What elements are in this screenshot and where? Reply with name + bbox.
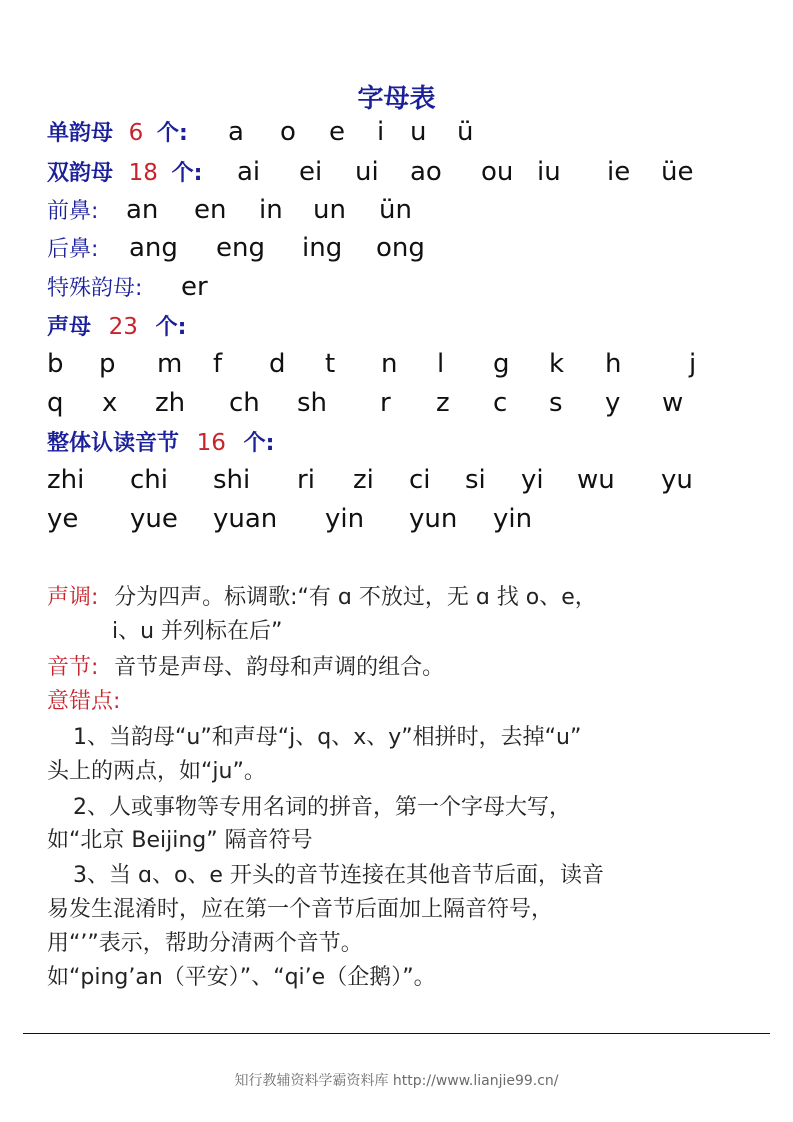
- initial-item: b: [47, 349, 64, 379]
- whole-syllables-heading: [47, 424, 274, 460]
- initials-heading: [47, 308, 186, 344]
- special-final-label: 特殊韵母:: [47, 276, 143, 301]
- syllable-item: yu: [661, 465, 693, 495]
- single-finals-count: 6: [128, 120, 144, 146]
- initial-item: s: [549, 388, 563, 418]
- compound-finals-unit: 个:: [171, 161, 203, 186]
- nasal-item: ang: [129, 233, 178, 263]
- mistake-3-line-1: [73, 856, 604, 892]
- front-nasal-row: [47, 192, 412, 228]
- final-item: o: [280, 117, 296, 147]
- syllable-text: 音节是声母、韵母和声调的组合。: [114, 655, 445, 680]
- syllable-item: yi: [521, 465, 544, 495]
- final-item: ou: [481, 157, 514, 187]
- initial-item: l: [437, 349, 445, 379]
- nasal-item: ün: [379, 195, 412, 225]
- initial-item: y: [605, 388, 621, 418]
- syllable-item: chi: [130, 465, 168, 495]
- initial-item: t: [325, 349, 336, 379]
- initial-item: d: [269, 349, 286, 379]
- syllable-item: ri: [297, 465, 315, 495]
- page-title: 字母表: [357, 84, 436, 114]
- final-item: e: [329, 117, 345, 147]
- syllable-item: yue: [130, 504, 178, 534]
- final-item: ao: [410, 157, 442, 187]
- tones-label: 声调:: [47, 585, 99, 610]
- front-nasal-label: 前鼻:: [47, 199, 99, 224]
- final-item: ie: [607, 157, 631, 187]
- syllable-item: shi: [213, 465, 251, 495]
- compound-finals-row: [47, 154, 694, 190]
- mistake-2-text-cont: 如“北京 Beijing” 隔音符号: [47, 828, 313, 853]
- mistake-1-line-2: [47, 752, 266, 788]
- single-finals-row: [47, 114, 474, 150]
- syllable-item: wu: [577, 465, 615, 495]
- initial-item: p: [99, 349, 116, 379]
- initial-item: w: [662, 388, 684, 418]
- initial-item: ch: [229, 388, 260, 418]
- final-item: ü: [457, 117, 474, 147]
- compound-finals-label: 双韵母: [47, 161, 114, 186]
- nasal-item: ing: [302, 233, 343, 263]
- syllable-item: yin: [325, 504, 365, 534]
- syllable-item: ye: [47, 504, 79, 534]
- syllable-item: ci: [409, 465, 431, 495]
- mistake-3-line-4: [47, 958, 436, 994]
- initials-count: 23: [108, 314, 138, 340]
- final-item: iu: [537, 157, 561, 187]
- single-finals-unit: 个:: [156, 121, 188, 146]
- nasal-item: en: [194, 195, 227, 225]
- initial-item: h: [605, 349, 622, 379]
- syllable-label: 音节:: [47, 655, 99, 680]
- mistake-2-line-2: [47, 821, 313, 857]
- single-finals-label: 单韵母: [47, 121, 114, 146]
- mistakes-heading: [47, 682, 120, 718]
- back-nasal-label: 后鼻:: [47, 237, 99, 262]
- mistake-1-line-1: [73, 718, 581, 754]
- initial-item: zh: [155, 388, 186, 418]
- initial-item: q: [47, 388, 64, 418]
- syllable-item: si: [465, 465, 486, 495]
- final-item: üe: [661, 157, 694, 187]
- nasal-item: eng: [216, 233, 265, 263]
- mistake-3-text-cont-2: 用“’”表示，帮助分清两个音节。: [47, 931, 363, 956]
- whole-syllables-unit: 个:: [243, 431, 275, 456]
- tones-row-2: [112, 612, 282, 648]
- syllable-item: yun: [409, 504, 458, 534]
- initial-item: sh: [297, 388, 328, 418]
- whole-syllables-count: 16: [196, 430, 226, 456]
- initial-item: n: [381, 349, 398, 379]
- final-item: a: [228, 117, 244, 147]
- initial-item: j: [689, 349, 697, 379]
- final-item: ui: [355, 157, 379, 187]
- mistake-2-line-1: [73, 788, 571, 824]
- initial-item: x: [102, 388, 118, 418]
- nasal-item: un: [313, 195, 346, 225]
- syllable-definition-row: [47, 648, 444, 684]
- mistake-3-text: 3、当 ɑ、o、e 开头的音节连接在其他音节后面，读音: [73, 863, 604, 888]
- syllable-item: zi: [353, 465, 374, 495]
- final-item: i: [377, 117, 385, 147]
- syllable-item: zhi: [47, 465, 85, 495]
- initial-item: r: [380, 388, 391, 418]
- nasal-item: ong: [376, 233, 425, 263]
- tones-row: [47, 578, 597, 614]
- initial-item: z: [436, 388, 450, 418]
- footer-divider: [23, 1033, 770, 1034]
- initial-item: c: [493, 388, 508, 418]
- mistake-1-text: 1、当韵母“u”和声母“j、q、x、y”相拼时，去掉“u”: [73, 725, 582, 750]
- mistakes-label: 意错点:: [47, 689, 121, 714]
- syllable-item: yuan: [213, 504, 278, 534]
- compound-finals-count: 18: [128, 160, 158, 186]
- initial-item: f: [213, 349, 223, 379]
- mistake-3-line-3: [47, 924, 363, 960]
- mistake-1-text-cont: 头上的两点，如“ju”。: [47, 759, 266, 784]
- back-nasal-row: [47, 230, 425, 266]
- final-item: ei: [299, 157, 323, 187]
- whole-syllables-label: 整体认读音节: [47, 431, 180, 456]
- final-item: ai: [237, 157, 261, 187]
- special-final-row: [47, 269, 208, 305]
- mistake-3-text-cont: 易发生混淆时，应在第一个音节后面加上隔音符号，: [47, 897, 554, 922]
- initial-item: k: [549, 349, 565, 379]
- initial-item: m: [157, 349, 183, 379]
- initial-item: g: [493, 349, 510, 379]
- mistake-3-text-cont-3: 如“ping’an（平安）”、“qi’e（企鹅）”。: [47, 965, 436, 990]
- mistake-3-line-2: [47, 890, 553, 926]
- initials-unit: 个:: [155, 315, 187, 340]
- tones-text-line-1: 分为四声。标调歌:“有 ɑ 不放过，无 ɑ 找 o、e，: [114, 585, 597, 610]
- final-item: u: [410, 117, 427, 147]
- special-final-item: er: [181, 272, 208, 302]
- initials-label: 声母: [47, 315, 92, 340]
- footer-text: 知行教辅资料学霸资料库 http://www.lianjie99.cn/: [234, 1073, 559, 1089]
- tones-text-line-2: i、u 并列标在后”: [112, 619, 283, 644]
- nasal-item: an: [126, 195, 159, 225]
- syllable-item: yin: [493, 504, 533, 534]
- nasal-item: in: [259, 195, 283, 225]
- mistake-2-text: 2、人或事物等专用名词的拼音，第一个字母大写，: [73, 795, 571, 820]
